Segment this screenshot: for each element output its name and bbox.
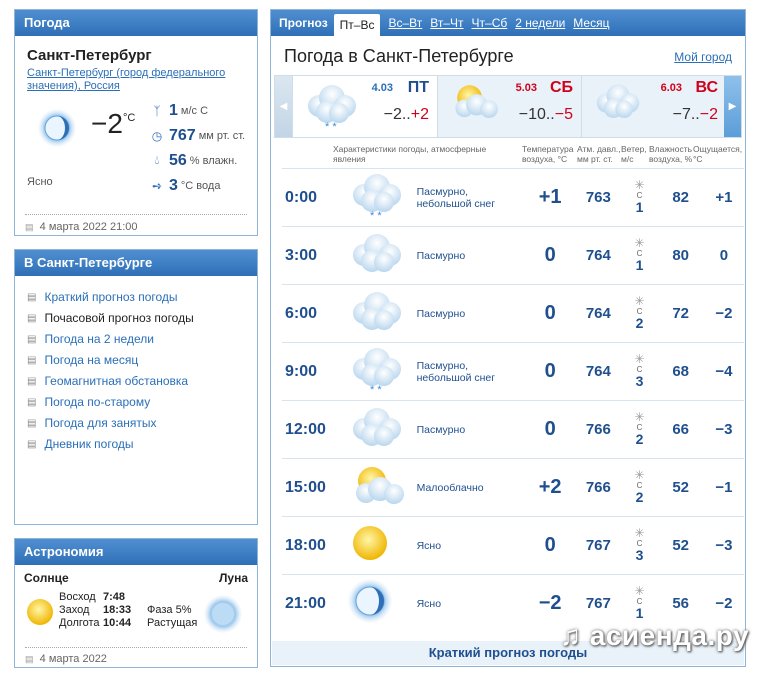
- wind-speed: 3: [635, 372, 644, 389]
- sunrise-label: Восход: [59, 591, 96, 603]
- city-links-panel: [14, 249, 258, 525]
- current-weather-panel: [14, 9, 258, 236]
- link-label[interactable]: Почасовой прогноз погоды: [44, 311, 194, 325]
- day-date: 5.03: [515, 82, 537, 94]
- wind-unit: м/с С: [180, 104, 209, 117]
- sunset-label: Заход: [59, 604, 90, 616]
- sun-cloud-icon: [344, 459, 416, 517]
- wind-indicator: [631, 353, 649, 388]
- link-label[interactable]: Краткий прогноз погоды: [44, 290, 178, 304]
- astronomy-panel: [14, 538, 258, 668]
- row-feels-like: −3: [704, 517, 744, 575]
- water-value: 3: [169, 176, 178, 194]
- row-time: 12:00: [282, 401, 344, 459]
- forecast-tabs: [271, 10, 745, 36]
- compass-icon: ✳︎: [634, 351, 645, 366]
- current-temperature: [91, 108, 135, 140]
- wind-direction: С: [636, 306, 643, 316]
- row-wind: [621, 169, 657, 227]
- row-wind: [621, 343, 657, 401]
- cloud-snow-icon: [344, 343, 416, 401]
- row-humidity: 56: [658, 575, 704, 633]
- row-humidity: 66: [658, 401, 704, 459]
- link-two-weeks[interactable]: [27, 329, 257, 350]
- wind-arrow-icon: ᛉ: [153, 103, 161, 118]
- row-humidity: 52: [658, 517, 704, 575]
- cloud-icon: [588, 80, 648, 126]
- row-pressure: 764: [575, 343, 621, 401]
- prev-days-button[interactable]: ◀: [275, 76, 292, 137]
- current-date-text: 4 марта 2022 21:00: [39, 221, 138, 233]
- link-hourly-forecast[interactable]: [27, 308, 257, 329]
- wind-direction: С: [636, 248, 643, 258]
- moon-icon: [344, 575, 416, 633]
- moon-phase-icon: [203, 594, 243, 639]
- wind-indicator: [631, 179, 649, 214]
- row-time: 9:00: [282, 343, 344, 401]
- my-city-link[interactable]: Мой город: [674, 50, 732, 64]
- compass-icon: ✳︎: [634, 525, 645, 540]
- sun-icon: [25, 597, 55, 632]
- link-short-forecast[interactable]: [27, 287, 257, 308]
- pressure-value: 767: [169, 126, 196, 144]
- document-icon: ▤: [27, 418, 37, 429]
- hourly-table: [282, 168, 744, 633]
- current-date: [25, 214, 247, 233]
- row-temp: 0: [525, 343, 575, 401]
- wind-indicator: [631, 411, 649, 446]
- tab-sun-tue[interactable]: Вс–Вт: [388, 16, 423, 30]
- document-icon: ▤: [27, 313, 37, 324]
- col-head-pressure: Атм. давл., мм рт. ст.: [577, 144, 621, 164]
- watermark-text: асиенда.ру: [589, 620, 750, 651]
- temp-unit: °C: [122, 112, 136, 124]
- region-text[interactable]: Санкт-Петербург (город федерального значения): [27, 67, 226, 92]
- sun-icon: [344, 517, 416, 575]
- moon-phase-value: Фаза 5%: [147, 604, 192, 616]
- row-temp: 0: [525, 285, 575, 343]
- row-time: 0:00: [282, 169, 344, 227]
- current-weather-header: Погода: [15, 10, 257, 36]
- document-icon: ▤: [27, 376, 37, 387]
- moon-label: Луна: [218, 571, 248, 585]
- daylength-value: 10:44: [103, 617, 132, 629]
- row-time: 3:00: [282, 227, 344, 285]
- row-wind: [621, 401, 657, 459]
- col-head-temp: Температура воздуха, °С: [522, 144, 574, 164]
- link-geomagnetic[interactable]: [27, 371, 257, 392]
- sun-cloud-icon: [444, 80, 504, 126]
- row-condition: Пасмурно, небольшой снег: [417, 343, 525, 401]
- wind-direction: С: [636, 480, 643, 490]
- row-pressure: 764: [575, 285, 621, 343]
- link-old-style[interactable]: [27, 392, 257, 413]
- day-temp-max: −2: [699, 106, 718, 123]
- day-temp-range: [519, 106, 573, 124]
- current-condition: Ясно: [27, 176, 53, 188]
- col-head-condition: Характеристики погоды, атмосферные явления: [333, 144, 487, 164]
- svg-text:* *: * *: [370, 384, 382, 395]
- row-feels-like: 0: [704, 227, 744, 285]
- row-temp: 0: [525, 227, 575, 285]
- link-month[interactable]: [27, 350, 257, 371]
- wind-indicator: [631, 585, 649, 620]
- cloud-snow-icon: [344, 169, 416, 227]
- row-wind: [621, 517, 657, 575]
- day-temp-max: −5: [554, 106, 573, 123]
- row-condition: Ясно: [417, 575, 525, 633]
- wind-direction: С: [636, 538, 643, 548]
- row-feels-like: −2: [704, 285, 744, 343]
- cloud-icon: [344, 401, 416, 459]
- row-temp: +2: [525, 459, 575, 517]
- current-temp-value: −2: [91, 108, 123, 139]
- compass-icon: ✳︎: [634, 235, 645, 250]
- row-condition: Пасмурно: [417, 401, 525, 459]
- row-pressure: 767: [575, 517, 621, 575]
- wind-direction: С: [636, 190, 643, 200]
- document-icon: ▤: [25, 654, 34, 664]
- table-row: [282, 285, 744, 343]
- wind-speed: 3: [635, 546, 644, 563]
- row-time: 21:00: [282, 575, 344, 633]
- svg-text:* *: * *: [370, 210, 382, 221]
- sunrise-value: 7:48: [103, 591, 126, 603]
- wind-value: 1: [169, 101, 178, 119]
- water-unit: °C вода: [180, 179, 221, 192]
- day-weekday: ПТ: [407, 79, 429, 96]
- row-temp: 0: [525, 401, 575, 459]
- col-head-wind: Ветер, м/с: [621, 144, 647, 164]
- table-row: [282, 169, 744, 227]
- compass-icon: ✳︎: [634, 177, 645, 192]
- document-icon: ▤: [27, 355, 37, 366]
- row-wind: [621, 285, 657, 343]
- tab-tue-thu[interactable]: Вт–Чт: [430, 16, 464, 30]
- row-time: 6:00: [282, 285, 344, 343]
- row-temp: +1: [525, 169, 575, 227]
- wind-speed: 2: [635, 314, 644, 331]
- tab-thu-sat[interactable]: Чт–Сб: [471, 16, 508, 30]
- table-row: [282, 459, 744, 517]
- wind-speed: 2: [635, 488, 644, 505]
- wind-indicator: [631, 527, 649, 562]
- day-temp-min: −10..: [518, 106, 555, 123]
- document-icon: ▤: [27, 397, 37, 408]
- day-date: 4.03: [371, 82, 393, 94]
- table-row: [282, 401, 744, 459]
- row-feels-like: −3: [704, 401, 744, 459]
- city-name: Санкт-Петербург: [27, 47, 152, 64]
- wind-indicator: [631, 295, 649, 330]
- row-pressure: 766: [575, 401, 621, 459]
- link-diary[interactable]: [27, 434, 257, 455]
- tab-month[interactable]: Месяц: [573, 16, 610, 30]
- wind-indicator: [631, 237, 649, 272]
- current-params: [151, 98, 245, 198]
- compass-icon: ✳︎: [634, 467, 645, 482]
- link-label[interactable]: Погода на 2 недели: [44, 332, 154, 346]
- row-pressure: 766: [575, 459, 621, 517]
- svg-text:* *: * *: [325, 121, 337, 132]
- cloud-icon: [344, 227, 416, 285]
- pressure-unit: мм рт. ст.: [198, 129, 246, 142]
- link-label[interactable]: Геомагнитная обстановка: [44, 374, 189, 388]
- forecast-tabs-label: Прогноз: [279, 16, 328, 30]
- humidity-row: [151, 148, 245, 173]
- day-card-sat[interactable]: [437, 76, 581, 137]
- row-humidity: 82: [658, 169, 704, 227]
- link-label[interactable]: Погода по-старому: [44, 395, 151, 409]
- row-temp: 0: [525, 517, 575, 575]
- day-temp-range: [673, 106, 718, 124]
- wind-speed: 1: [635, 256, 644, 273]
- row-humidity: 68: [658, 343, 704, 401]
- wind-speed: 1: [635, 604, 644, 621]
- short-forecast-link[interactable]: Краткий прогноз погоды: [272, 641, 744, 665]
- humidity-value: 56: [169, 151, 187, 169]
- compass-icon: ✳︎: [634, 293, 645, 308]
- day-weekday: СБ: [549, 79, 573, 96]
- sunset-row: [59, 604, 141, 617]
- day-selector: [274, 75, 742, 138]
- day-card-sun[interactable]: [581, 76, 726, 137]
- day-temp-max: +2: [410, 106, 429, 123]
- watermark: ♫ асиенда.ру: [560, 620, 750, 651]
- forecast-panel: [270, 9, 746, 667]
- country-link[interactable]: Россия: [83, 80, 120, 92]
- moon-phase: [147, 604, 197, 630]
- droplet-icon: 💧︎: [154, 153, 160, 167]
- city-links-list: [27, 287, 257, 455]
- cloud-snow-icon: [299, 80, 365, 132]
- day-temp-min: −7..: [672, 106, 700, 123]
- row-humidity: 80: [658, 227, 704, 285]
- forecast-title: Погода в Санкт-Петербурге: [284, 46, 514, 66]
- table-row: [282, 343, 744, 401]
- tab-fri-sun[interactable]: Пт–Вс: [334, 14, 381, 36]
- sunrise-row: [59, 591, 141, 604]
- table-row: [282, 227, 744, 285]
- next-days-button[interactable]: ▶: [724, 76, 741, 137]
- cloud-icon: [344, 285, 416, 343]
- pressure-row: [151, 123, 245, 148]
- row-feels-like: −2: [704, 575, 744, 633]
- fish-icon: ➺: [151, 178, 163, 193]
- document-icon: ▤: [27, 439, 37, 450]
- row-condition: Пасмурно: [417, 227, 525, 285]
- sun-times: [59, 591, 141, 630]
- moon-icon: [37, 108, 77, 153]
- day-temp-range: [384, 106, 429, 124]
- tab-two-weeks[interactable]: 2 недели: [515, 16, 566, 30]
- row-pressure: 763: [575, 169, 621, 227]
- astronomy-date: [25, 647, 247, 665]
- table-row: [282, 517, 744, 575]
- document-icon: ▤: [25, 222, 34, 232]
- day-date: 6.03: [660, 82, 682, 94]
- row-condition: Пасмурно, небольшой снег: [417, 169, 525, 227]
- row-feels-like: −1: [704, 459, 744, 517]
- row-pressure: 767: [575, 575, 621, 633]
- gauge-icon: ◷: [151, 128, 163, 143]
- row-humidity: 52: [658, 459, 704, 517]
- wind-direction: С: [636, 364, 643, 374]
- col-head-feels: Ощущается, °С: [693, 144, 743, 164]
- day-temp-min: −2..: [383, 106, 411, 123]
- wind-row: [151, 98, 245, 123]
- water-row: [151, 173, 245, 198]
- row-feels-like: −4: [704, 343, 744, 401]
- link-label[interactable]: Погода для занятых: [44, 416, 157, 430]
- wind-speed: 1: [635, 198, 644, 215]
- day-weekday: ВС: [695, 79, 718, 96]
- wind-speed: 2: [635, 430, 644, 447]
- daylength-label: Долгота: [59, 617, 100, 629]
- row-wind: [621, 227, 657, 285]
- compass-icon: ✳︎: [634, 583, 645, 598]
- row-time: 15:00: [282, 459, 344, 517]
- day-card-fri[interactable]: [292, 76, 437, 137]
- sun-label: Солнце: [24, 571, 69, 585]
- moon-phase-state: Растущая: [147, 617, 198, 629]
- row-humidity: 72: [658, 285, 704, 343]
- wind-direction: С: [636, 422, 643, 432]
- row-wind: [621, 459, 657, 517]
- wind-indicator: [631, 469, 649, 504]
- document-icon: ▤: [27, 334, 37, 345]
- row-condition: Ясно: [417, 517, 525, 575]
- row-temp: −2: [525, 575, 575, 633]
- humidity-unit: % влажн.: [189, 154, 238, 167]
- region-link[interactable]: Санкт-Петербург (город федерального значения), Россия: [27, 67, 226, 92]
- row-feels-like: +1: [704, 169, 744, 227]
- city-links-header: В Санкт-Петербурге: [15, 250, 257, 276]
- astronomy-header: Астрономия: [15, 539, 257, 565]
- wind-direction: С: [636, 596, 643, 606]
- row-condition: Пасмурно: [417, 285, 525, 343]
- link-label[interactable]: Дневник погоды: [44, 437, 134, 451]
- row-condition: Малооблачно: [417, 459, 525, 517]
- row-pressure: 764: [575, 227, 621, 285]
- document-icon: ▤: [27, 292, 37, 303]
- compass-icon: ✳︎: [634, 409, 645, 424]
- astronomy-date-text: 4 марта 2022: [39, 653, 107, 665]
- sunset-value: 18:33: [103, 604, 132, 616]
- link-label[interactable]: Погода на месяц: [44, 353, 139, 367]
- row-time: 18:00: [282, 517, 344, 575]
- link-busy[interactable]: [27, 413, 257, 434]
- col-head-humidity: Влажность воздуха, %: [649, 144, 693, 164]
- daylength-row: [59, 617, 141, 630]
